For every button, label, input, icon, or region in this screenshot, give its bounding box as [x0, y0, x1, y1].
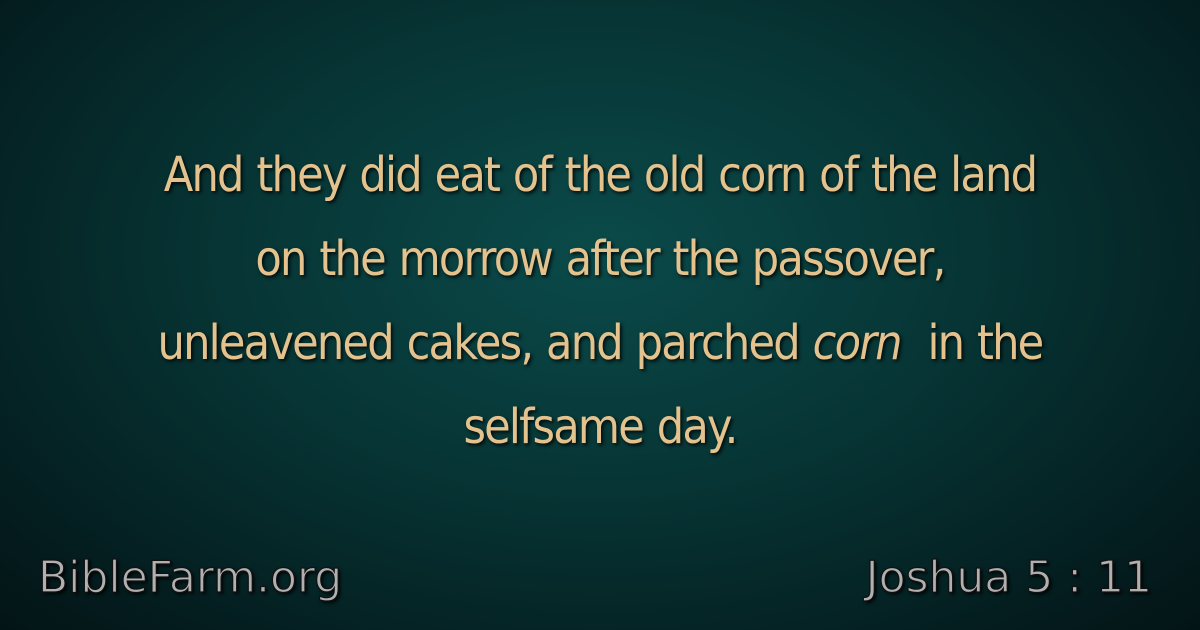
- verse-line-1: And they did eat of the old corn of the land: [163, 147, 1037, 203]
- verse-line-3-start: unleavened cakes, and parched: [157, 315, 799, 371]
- verse-italic-word: corn: [812, 315, 901, 371]
- verse-line-4: selfsame day.: [463, 399, 737, 455]
- verse-line-3-end: in the: [927, 315, 1043, 371]
- verse-line-2: on the morrow after the passover,: [255, 231, 945, 287]
- verse-reference: Joshua 5 : 11: [865, 552, 1152, 603]
- verse-text: [96, 133, 1104, 469]
- site-name: BibleFarm.org: [38, 552, 343, 603]
